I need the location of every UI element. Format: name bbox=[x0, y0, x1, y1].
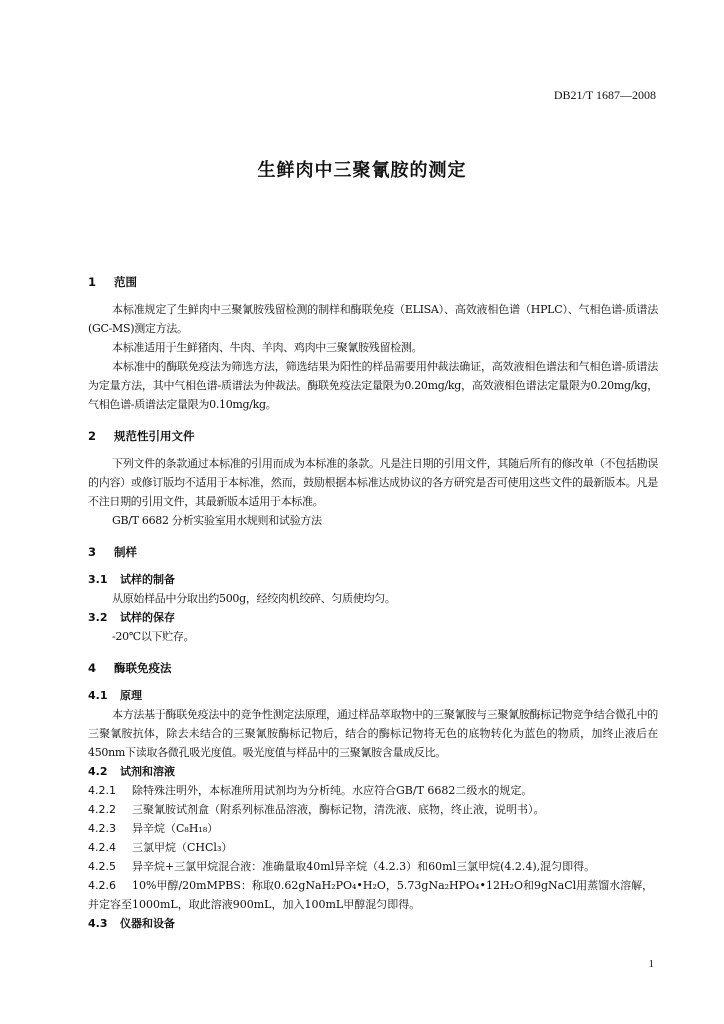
paragraph: 从原始样品中分取出约500g，经绞肉机绞碎、匀质使均匀。 bbox=[112, 592, 396, 605]
section-3-heading bbox=[88, 543, 658, 562]
section-2-heading bbox=[88, 427, 658, 446]
subsection-4-3-heading bbox=[88, 914, 658, 933]
section-number: 4 bbox=[88, 661, 97, 675]
item-text: 异辛烷（C₈H₁₈） bbox=[132, 822, 219, 835]
item-text: 三聚氰胺试剂盒（附系列标准品溶液，酶标记物，清洗液、底物，终止液，说明书）。 bbox=[132, 803, 545, 816]
item-number: 4.2.3 bbox=[88, 822, 116, 835]
section-1-heading bbox=[88, 273, 658, 292]
list-item bbox=[88, 819, 658, 838]
page-number: 1 bbox=[648, 958, 654, 970]
subsection-title: 原理 bbox=[120, 689, 142, 702]
list-item bbox=[88, 857, 658, 876]
section-title: 范围 bbox=[114, 275, 137, 289]
subsection-4-2-heading bbox=[88, 762, 658, 781]
item-number: 4.2.4 bbox=[88, 841, 116, 854]
list-item bbox=[88, 800, 658, 819]
subsection-title: 试样的保存 bbox=[120, 611, 175, 624]
item-number: 4.2.6 bbox=[88, 879, 116, 892]
page-title: 生鲜肉中三聚氰胺的测定 bbox=[257, 160, 467, 181]
section-4-heading bbox=[88, 659, 658, 678]
subsection-number: 4.3 bbox=[88, 917, 108, 930]
section-number: 1 bbox=[88, 275, 97, 289]
item-number: 4.2.2 bbox=[88, 803, 116, 816]
item-text: 除特殊注明外，本标准所用试剂均为分析纯。水应符合GB/T 6682二级水的规定。 bbox=[132, 784, 533, 797]
paragraph: 本标准适用于生鲜猪肉、牛肉、羊肉、鸡肉中三聚氰胺残留检测。 bbox=[112, 341, 423, 354]
section-title: 制样 bbox=[114, 545, 137, 559]
subsection-title: 试样的制备 bbox=[120, 573, 175, 586]
subsection-title: 试剂和溶液 bbox=[120, 765, 175, 778]
paragraph: 本标准规定了生鲜肉中三聚氰胺残留检测的制样和酶联免疫（ELISA）、高效液相色谱（HPLC）、气相色谱-质谱法(GC-MS)测定方法。 bbox=[88, 303, 658, 335]
item-number: 4.2.1 bbox=[88, 784, 116, 797]
standard-number: DB21/T 1687—2008 bbox=[553, 88, 656, 102]
item-text: 三氯甲烷（CHCl₃） bbox=[132, 841, 233, 854]
subsection-number: 3.2 bbox=[88, 611, 108, 624]
document-body bbox=[88, 260, 658, 933]
item-text: 异辛烷+三氯甲烷混合液：准确量取40ml异辛烷（4.2.3）和60ml三氯甲烷(4.2.4),混匀即得。 bbox=[132, 860, 596, 873]
item-text: 10%甲醇/20mMPBS：称取0.62gNaH₂PO₄•H₂O，5.73gNa₂HPO₄•12H₂O和9gNaCl用蒸馏水溶解，并定容至1000mL，取此溶液900mL，加入100mL甲醇混匀即得。 bbox=[88, 879, 654, 911]
subsection-4-1-heading bbox=[88, 686, 658, 705]
list-item bbox=[88, 838, 658, 857]
section-title: 酶联免疫法 bbox=[114, 661, 172, 675]
subsection-3-2-heading bbox=[88, 608, 658, 627]
paragraph: 本方法基于酶联免疫法中的竞争性测定法原理，通过样品萃取物中的三聚氰胺与三聚氰胺酶标记物竞争结合微孔中的三聚氰胺抗体，除去未结合的三聚氰胺酶标记物后，结合的酶标记物将无色的底物转化为蓝色的物质，加终止液后在450nm下读取各微孔吸光度值。吸光度值与样品中的三聚氰胺含量成反比。 bbox=[88, 708, 658, 759]
subsection-number: 3.1 bbox=[88, 573, 108, 586]
subsection-3-1-heading bbox=[88, 570, 658, 589]
subsection-number: 4.1 bbox=[88, 689, 108, 702]
paragraph: 本标准中的酶联免疫法为筛选方法，筛选结果为阳性的样品需要用仲裁法确证，高效液相色谱法和气相色谱-质谱法为定量方法，其中气相色谱-质谱法为仲裁法。酶联免疫法定量限为0.20mg/kg，高效液相色谱法定量限为0.20mg/kg，气相色谱-质谱法定量限为0.10mg/kg。 bbox=[88, 360, 658, 411]
item-number: 4.2.5 bbox=[88, 860, 116, 873]
section-number: 3 bbox=[88, 545, 97, 559]
list-item bbox=[88, 781, 658, 800]
list-item bbox=[88, 876, 658, 914]
subsection-number: 4.2 bbox=[88, 765, 108, 778]
paragraph: GB/T 6682 分析实验室用水规则和试验方法 bbox=[112, 514, 322, 527]
section-number: 2 bbox=[88, 429, 97, 443]
paragraph: 下列文件的条款通过本标准的引用而成为本标准的条款。凡是注日期的引用文件，其随后所有的修改单（不包括勘误的内容）或修订版均不适用于本标准，然而，鼓励根据本标准达成协议的各方研究是否可使用这些文件的最新版本。凡是不注日期的引用文件，其最新版本适用于本标准。 bbox=[88, 457, 658, 508]
section-title: 规范性引用文件 bbox=[114, 429, 195, 443]
subsection-title: 仪器和设备 bbox=[120, 917, 175, 930]
paragraph: -20℃以下贮存。 bbox=[112, 630, 195, 643]
